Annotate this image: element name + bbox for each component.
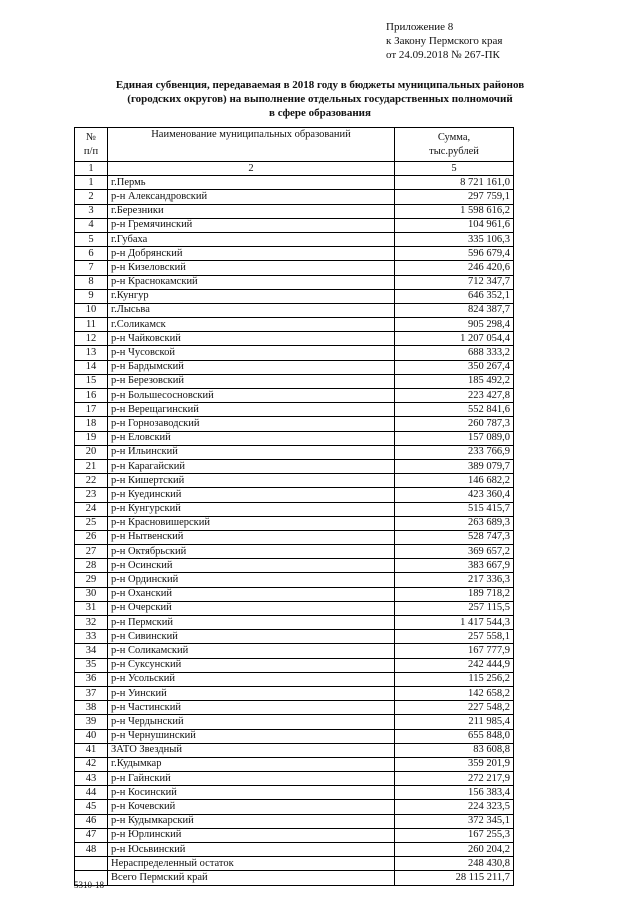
- table-row: [75, 431, 514, 445]
- row-amount: 185 492,2: [395, 374, 514, 388]
- row-amount: 83 608,8: [395, 743, 514, 757]
- row-name: г.Кудымкар: [108, 757, 395, 771]
- row-amount: 688 333,2: [395, 346, 514, 360]
- row-number: 2: [75, 190, 108, 204]
- table-row: [75, 516, 514, 530]
- table-header-row: [75, 128, 514, 162]
- row-name: р-н Чайковский: [108, 332, 395, 346]
- row-name: р-н Еловский: [108, 431, 395, 445]
- table-row: [75, 871, 514, 885]
- table-row: [75, 232, 514, 246]
- table-row: [75, 786, 514, 800]
- row-name: Нераспределенный остаток: [108, 857, 395, 871]
- row-amount: 157 089,0: [395, 431, 514, 445]
- row-number: 3: [75, 204, 108, 218]
- row-number: 9: [75, 289, 108, 303]
- row-number: 17: [75, 403, 108, 417]
- appendix-date: от 24.09.2018 № 267-ПК: [386, 49, 500, 61]
- row-number: 20: [75, 445, 108, 459]
- document-title: [60, 78, 580, 120]
- title-line: Единая субвенция, передаваемая в 2018 году в бюджеты муниципальных районов: [115, 79, 525, 91]
- row-number: 41: [75, 743, 108, 757]
- row-name: р-н Гремячинский: [108, 218, 395, 232]
- table-row: [75, 218, 514, 232]
- row-amount: 297 759,1: [395, 190, 514, 204]
- row-number: 27: [75, 545, 108, 559]
- row-name: р-н Чернушинский: [108, 729, 395, 743]
- row-amount: 359 201,9: [395, 757, 514, 771]
- table-row: [75, 289, 514, 303]
- row-number: 39: [75, 715, 108, 729]
- row-name: г.Соликамск: [108, 318, 395, 332]
- table-row: [75, 630, 514, 644]
- row-amount: 350 267,4: [395, 360, 514, 374]
- table-row: [75, 374, 514, 388]
- appendix-reference: [386, 20, 502, 62]
- table-row: [75, 190, 514, 204]
- table-row: [75, 658, 514, 672]
- row-name: р-н Пермский: [108, 616, 395, 630]
- header-name: Наименование муниципальных образований: [108, 128, 395, 162]
- row-name: р-н Ординский: [108, 573, 395, 587]
- row-number: 21: [75, 459, 108, 473]
- header-number: № п/п: [75, 128, 108, 162]
- row-amount: 552 841,6: [395, 403, 514, 417]
- row-number: 34: [75, 644, 108, 658]
- row-number: 46: [75, 814, 108, 828]
- row-name: г.Березники: [108, 204, 395, 218]
- row-amount: 260 787,3: [395, 417, 514, 431]
- row-name: р-н Гайнский: [108, 772, 395, 786]
- row-name: р-н Кишертский: [108, 474, 395, 488]
- table-row: [75, 715, 514, 729]
- row-number: 31: [75, 601, 108, 615]
- table-row: [75, 587, 514, 601]
- row-amount: 248 430,8: [395, 857, 514, 871]
- subvention-table: [74, 127, 514, 886]
- row-name: р-н Юсьвинский: [108, 843, 395, 857]
- row-number: 6: [75, 247, 108, 261]
- row-name: ЗАТО Звездный: [108, 743, 395, 757]
- row-name: г.Губаха: [108, 232, 395, 246]
- appendix-law: к Закону Пермского края: [386, 35, 503, 47]
- row-number: 30: [75, 587, 108, 601]
- row-name: р-н Частинский: [108, 701, 395, 715]
- row-amount: 335 106,3: [395, 232, 514, 246]
- row-name: Всего Пермский край: [108, 871, 395, 885]
- row-name: р-н Красновишерский: [108, 516, 395, 530]
- row-number: 7: [75, 261, 108, 275]
- table-row: [75, 474, 514, 488]
- table-row: [75, 757, 514, 771]
- row-amount: 227 548,2: [395, 701, 514, 715]
- row-amount: 257 115,5: [395, 601, 514, 615]
- row-name: р-н Усольский: [108, 672, 395, 686]
- table-row: [75, 843, 514, 857]
- row-amount: 263 689,3: [395, 516, 514, 530]
- row-number: 25: [75, 516, 108, 530]
- row-name: р-н Куединский: [108, 488, 395, 502]
- row-number: 5: [75, 232, 108, 246]
- row-number: 38: [75, 701, 108, 715]
- row-amount: 389 079,7: [395, 459, 514, 473]
- row-amount: 246 420,6: [395, 261, 514, 275]
- index-cell: 5: [395, 162, 514, 176]
- row-amount: 211 985,4: [395, 715, 514, 729]
- row-number: 32: [75, 616, 108, 630]
- document-code: 5310-18: [74, 880, 104, 890]
- row-name: р-н Чердынский: [108, 715, 395, 729]
- row-number: 24: [75, 502, 108, 516]
- row-amount: 824 387,7: [395, 303, 514, 317]
- row-name: р-н Уинский: [108, 686, 395, 700]
- row-name: р-н Карагайский: [108, 459, 395, 473]
- table-row: [75, 445, 514, 459]
- row-number: 13: [75, 346, 108, 360]
- row-name: р-н Большесосновский: [108, 389, 395, 403]
- row-name: р-н Чусовской: [108, 346, 395, 360]
- row-number: 11: [75, 318, 108, 332]
- table-row: [75, 360, 514, 374]
- row-name: р-н Суксунский: [108, 658, 395, 672]
- table-row: [75, 403, 514, 417]
- appendix-number: Приложение 8: [386, 21, 454, 33]
- row-amount: 383 667,9: [395, 559, 514, 573]
- row-amount: 372 345,1: [395, 814, 514, 828]
- row-amount: 146 682,2: [395, 474, 514, 488]
- table-row: [75, 204, 514, 218]
- row-amount: 646 352,1: [395, 289, 514, 303]
- row-amount: 260 204,2: [395, 843, 514, 857]
- row-amount: 369 657,2: [395, 545, 514, 559]
- index-row: [75, 162, 514, 176]
- row-name: р-н Соликамский: [108, 644, 395, 658]
- table-row: [75, 318, 514, 332]
- row-number: 12: [75, 332, 108, 346]
- row-number: 43: [75, 772, 108, 786]
- table-row: [75, 800, 514, 814]
- table-row: [75, 601, 514, 615]
- row-amount: 217 336,3: [395, 573, 514, 587]
- row-number: 44: [75, 786, 108, 800]
- row-number: 19: [75, 431, 108, 445]
- row-number: 14: [75, 360, 108, 374]
- row-amount: 115 256,2: [395, 672, 514, 686]
- row-number: 26: [75, 530, 108, 544]
- row-amount: 167 777,9: [395, 644, 514, 658]
- row-amount: 223 427,8: [395, 389, 514, 403]
- table-row: [75, 573, 514, 587]
- table-row: [75, 346, 514, 360]
- table-row: [75, 247, 514, 261]
- row-amount: 596 679,4: [395, 247, 514, 261]
- table-row: [75, 857, 514, 871]
- row-amount: 712 347,7: [395, 275, 514, 289]
- title-line: в сфере образования: [269, 107, 371, 119]
- row-amount: 1 417 544,3: [395, 616, 514, 630]
- row-amount: 272 217,9: [395, 772, 514, 786]
- row-amount: 528 747,3: [395, 530, 514, 544]
- row-number: [75, 857, 108, 871]
- row-amount: 423 360,4: [395, 488, 514, 502]
- table-row: [75, 672, 514, 686]
- row-number: 15: [75, 374, 108, 388]
- row-name: р-н Юрлинский: [108, 828, 395, 842]
- row-name: р-н Октябрьский: [108, 545, 395, 559]
- row-amount: 655 848,0: [395, 729, 514, 743]
- row-amount: 224 323,5: [395, 800, 514, 814]
- row-name: р-н Александровский: [108, 190, 395, 204]
- index-cell: 1: [75, 162, 108, 176]
- row-amount: 167 255,3: [395, 828, 514, 842]
- table-row: [75, 828, 514, 842]
- row-number: 23: [75, 488, 108, 502]
- row-amount: 905 298,4: [395, 318, 514, 332]
- row-amount: 156 383,4: [395, 786, 514, 800]
- row-name: г.Пермь: [108, 176, 395, 190]
- title-line: (городских округов) на выполнение отдельных государственных полномочий: [127, 93, 513, 105]
- row-name: р-н Очерский: [108, 601, 395, 615]
- row-number: 45: [75, 800, 108, 814]
- table-row: [75, 275, 514, 289]
- table-row: [75, 530, 514, 544]
- table-row: [75, 332, 514, 346]
- table-row: [75, 701, 514, 715]
- table-row: [75, 261, 514, 275]
- row-number: 4: [75, 218, 108, 232]
- row-number: 36: [75, 672, 108, 686]
- row-name: р-н Краснокамский: [108, 275, 395, 289]
- row-number: 28: [75, 559, 108, 573]
- row-amount: 257 558,1: [395, 630, 514, 644]
- index-cell: 2: [108, 162, 395, 176]
- row-name: р-н Бардымский: [108, 360, 395, 374]
- row-name: р-н Осинский: [108, 559, 395, 573]
- row-amount: 8 721 161,0: [395, 176, 514, 190]
- row-amount: 142 658,2: [395, 686, 514, 700]
- row-amount: 28 115 211,7: [395, 871, 514, 885]
- table-row: [75, 644, 514, 658]
- row-name: р-н Ильинский: [108, 445, 395, 459]
- table-row: [75, 559, 514, 573]
- row-number: 18: [75, 417, 108, 431]
- table-row: [75, 176, 514, 190]
- table-row: [75, 686, 514, 700]
- row-number: 33: [75, 630, 108, 644]
- table-row: [75, 545, 514, 559]
- table-row: [75, 459, 514, 473]
- row-number: 40: [75, 729, 108, 743]
- table-row: [75, 389, 514, 403]
- row-name: р-н Сивинский: [108, 630, 395, 644]
- row-number: 8: [75, 275, 108, 289]
- table-row: [75, 502, 514, 516]
- row-name: г.Кунгур: [108, 289, 395, 303]
- row-number: 10: [75, 303, 108, 317]
- row-number: 1: [75, 176, 108, 190]
- row-number: 47: [75, 828, 108, 842]
- row-amount: 233 766,9: [395, 445, 514, 459]
- row-name: р-н Березовский: [108, 374, 395, 388]
- row-number: 22: [75, 474, 108, 488]
- row-amount: 189 718,2: [395, 587, 514, 601]
- table-row: [75, 417, 514, 431]
- row-amount: 1 207 054,4: [395, 332, 514, 346]
- row-number: 29: [75, 573, 108, 587]
- row-number: 16: [75, 389, 108, 403]
- row-name: р-н Верещагинский: [108, 403, 395, 417]
- table-row: [75, 743, 514, 757]
- row-amount: 242 444,9: [395, 658, 514, 672]
- row-name: р-н Косинский: [108, 786, 395, 800]
- row-name: г.Лысьва: [108, 303, 395, 317]
- table-row: [75, 488, 514, 502]
- row-amount: 104 961,6: [395, 218, 514, 232]
- row-name: р-н Добрянский: [108, 247, 395, 261]
- table-row: [75, 772, 514, 786]
- row-name: р-н Кизеловский: [108, 261, 395, 275]
- row-name: р-н Кудымкарский: [108, 814, 395, 828]
- table-row: [75, 616, 514, 630]
- row-amount: 1 598 616,2: [395, 204, 514, 218]
- row-name: р-н Нытвенский: [108, 530, 395, 544]
- row-name: р-н Горнозаводский: [108, 417, 395, 431]
- row-number: 37: [75, 686, 108, 700]
- row-number: 35: [75, 658, 108, 672]
- header-sum: Сумма, тыс.рублей: [395, 128, 514, 162]
- row-name: р-н Кунгурский: [108, 502, 395, 516]
- table-row: [75, 303, 514, 317]
- row-number: 48: [75, 843, 108, 857]
- row-amount: 515 415,7: [395, 502, 514, 516]
- row-number: 42: [75, 757, 108, 771]
- row-name: р-н Оханский: [108, 587, 395, 601]
- row-name: р-н Кочевский: [108, 800, 395, 814]
- table-row: [75, 814, 514, 828]
- table-row: [75, 729, 514, 743]
